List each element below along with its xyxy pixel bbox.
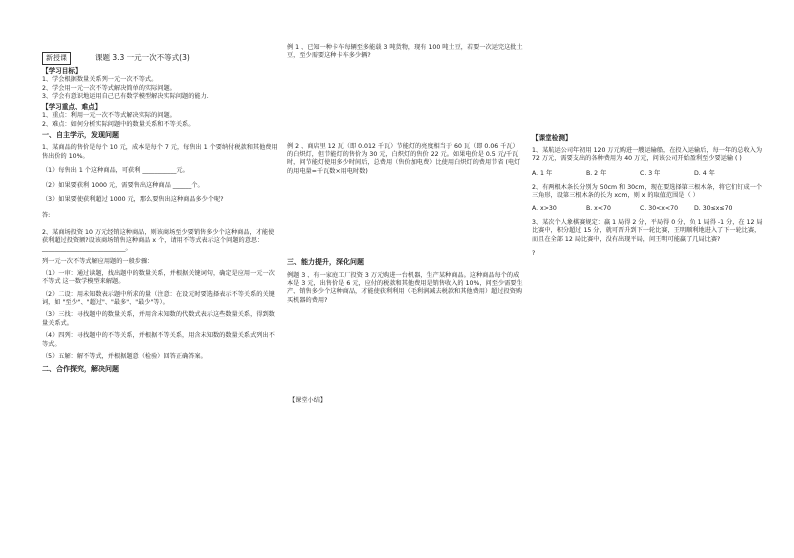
- goal-item: 3、学会有意识地运用自己已有数学模型解决实际问题的能力.: [42, 93, 209, 101]
- example-3-text: 例题 3 、有一家庭工厂投资 3 万元购进一台机器，生产某种商品。这种商品每个的成本是 3 元，出售价是 6 元，应付的税款和其他费用是销售收入的 10%，问至少需要生产、销售多少个这种商品，才能使获利利用（毛利润减去税款和其他费用）超过投资购买机器的费用?: [287, 271, 523, 304]
- section-3-heading: 三、能力提升，深化问题: [287, 258, 364, 267]
- left-column: [42, 52, 280, 375]
- check-question-2: 2、有两根木条长分别为 50cm 和 30cm，现在要选择第三根木条，将它们钉成一个三角形，设第三根木条的长为 xcm，则 x 的取值范围是（ ）: [532, 183, 763, 200]
- option: D. 30≤x≤70: [694, 204, 733, 212]
- step-3: （3）三找：寻找题中的数量关系，并用含未知数的代数式表示这些数量关系，得到数量关系式。: [42, 311, 275, 327]
- check-question-3: 3、某次个人象棋赛规定：赢 1 局得 2 分，平局得 0 分，负 1 局得 -1 分，在 12 局比赛中，积分超过 15 分，就可晋升到下一轮比赛，王明顺利地进入了下一轮比赛，而且在全部 12 局比赛中，没有出现平局，问王明可能赢了几局比赛?: [532, 219, 763, 243]
- option: A. x>30: [532, 204, 557, 212]
- step-2: （2）二设：用未知数表示题中所求的量（注意：在设元时要选择表示不等关系的关键词，如 "至少"、"超过"、"最多"、"最少"等）。: [42, 290, 275, 307]
- summary-heading: 【课堂小结】: [289, 397, 327, 405]
- question-1-options: [532, 170, 764, 178]
- question-1: （1）每售出 1 个这种商品，可获利 ___________元。: [42, 167, 189, 175]
- problem-2-text: 2、某商场投资 10 万元经销这种商品，则该商场至少要销售多少个这种商品，才能使获利超过投资额?设该商场销售这种商品 x 个，请用不等式表示这个问题的意思：___________________________。: [42, 228, 275, 253]
- question-2-options: [532, 205, 764, 213]
- option: C. 30<x<70: [640, 204, 679, 212]
- step-5: （5）五解：解不等式，并根据题意（检验）回答正确答案。: [42, 352, 207, 360]
- steps-heading: 列一元一次不等式解应用题的一般步骤：: [42, 257, 154, 265]
- step-4: （4）四列：寻找题中的不等关系，并根据不等关系，用含未知数的数量关系式列出不等式。: [42, 332, 275, 348]
- key-points-heading: 【学习重点、难点】: [42, 103, 102, 112]
- question-2: （2）如果要获利 1000 元，需要售出这种商品 ______个。: [42, 181, 204, 189]
- example-1-text: 例 1 、已知一种卡车每辆至多能载 3 吨货物，现有 100 吨土豆，若要一次运完这批土豆，至少需要这种卡车多少辆?: [287, 44, 523, 60]
- problem-1-text: 1、某商品的售价是每个 10 元，成本是每个 7 元，每售出 1 个要纳付税款和其他费用售出价的 10%。: [42, 144, 278, 160]
- option: C. 3 年: [640, 169, 661, 177]
- check-heading: 【课堂检测】: [532, 134, 572, 142]
- option: D. 4 年: [694, 169, 715, 177]
- section-2-heading: 二、合作探究，解决问题: [42, 365, 119, 374]
- option: B. 2 年: [586, 169, 607, 177]
- goal-item: 1、学会根据数量关系列一元一次不等式。: [42, 76, 158, 84]
- middle-column: [287, 44, 523, 405]
- right-column: [532, 132, 764, 258]
- example-2-text: 例 2 、商店里 12 瓦（即 0.012 千瓦）节能灯的亮度相当于 60 瓦（即 0.06 千瓦）的白炽灯，但节能灯的售价为 30 元，白炽灯的售价 22 元。如果电价是 0.5 元/千瓦时，问节能灯使用多少时间后，总费用（售价加电费）比使用白炽灯的费用节省 (电灯的用电量=千瓦数×用电时数): [287, 142, 521, 175]
- key-point-item: 1、重点：利用一元一次不等式解决实际的问题。: [42, 112, 176, 120]
- question-3: （3）如果要使获利超过 1000 元，那么要售出这种商品多少个呢?: [42, 195, 224, 203]
- section-1-heading: 一、自主学示，发现问题: [42, 131, 119, 140]
- option: B. x<70: [586, 204, 611, 212]
- goal-item: 2、学会用一元一次不等式解决简单的实际问题。: [42, 84, 176, 92]
- check-question-1: 1、某航运公司年初用 120 万元购进一艘运输船，在投入运输后，每一年的总收入为 72 万元，需要支出的各种费用为 40 万元，问该公司开始盈利至少要运输 ( ): [532, 146, 763, 163]
- question-mark: ?: [532, 250, 536, 258]
- option: A. 1 年: [532, 169, 553, 177]
- goals-heading: 【学习目标】: [42, 67, 82, 76]
- step-1: （1）一审：通过读题，找出题中的数量关系，并根据关键词句，确定是应用一元一次不等式 这一数学模型来解题。: [42, 270, 275, 286]
- answer-label: 答:: [42, 212, 51, 220]
- key-point-item: 2、难点：如何分析实际问题中的数量关系和不等关系。: [42, 120, 195, 128]
- lesson-title: 课题 3.3 一元一次不等式(3): [94, 53, 190, 62]
- lesson-type-badge: 新授课: [42, 52, 71, 65]
